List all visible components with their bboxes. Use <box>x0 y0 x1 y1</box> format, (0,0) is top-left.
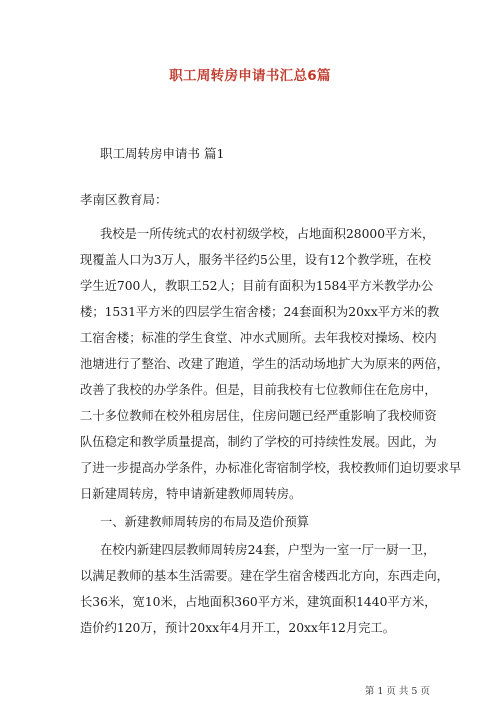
paragraph-line: 二十多位教师在校外租房居住，住房问题已经严重影响了我校师资 <box>80 409 437 423</box>
paragraph-line: 长36米，宽10米，占地面积360平方米，建筑面积1440平方米， <box>80 595 437 609</box>
paragraph-line: 我校是一所传统式的农村初级学校，占地面积28000平方米， <box>100 227 435 241</box>
document-title: 职工周转房申请书汇总6篇 <box>169 68 331 84</box>
section-heading: 一、新建教师周转房的布局及造价预算 <box>100 515 310 529</box>
document-subtitle: 职工周转房申请书 篇1 <box>100 146 225 161</box>
paragraph-line: 学生近700人，教职工52人；目前有面积为1584平方米教学办公 <box>80 279 434 293</box>
paragraph-line: 在校内新建四层教师周转房24套，户型为一室一厅一厨一卫， <box>100 543 436 557</box>
salutation: 孝南区教育局： <box>80 192 168 207</box>
paragraph-line: 以满足教师的基本生活需要。建在学生宿舍楼西北方向，东西走向， <box>80 569 449 583</box>
paragraph-line: 池塘进行了整治、改建了跑道，学生的活动场地扩大为原来的两倍， <box>80 357 449 371</box>
paragraph-line: 现覆盖人口为3万人，服务半径约5公里，设有12个教学班，在校 <box>80 253 432 267</box>
paragraph-line: 日新建周转房，特申请新建教师周转房。 <box>80 487 302 501</box>
paragraph-line: 了进一步提高办学条件，办标准化寄宿制学校，我校教师们迫切要求早 <box>80 461 462 475</box>
paragraph-line: 造价约120万，预计20xx年4月开工，20xx年12月完工。 <box>80 621 396 635</box>
paragraph-line: 楼；1531平方米的四层学生宿舍楼；24套面积为20xx平方米的教 <box>80 305 440 319</box>
paragraph-line: 工宿舍楼；标准的学生食堂、冲水式厕所。去年我校对操场、校内 <box>80 331 437 345</box>
paragraph-line: 改善了我校的办学条件。但是，目前我校有七位教师住在危房中， <box>80 383 437 397</box>
paragraph-line: 队伍稳定和教学质量提高，制约了学校的可持续性发展。因此，为 <box>80 435 437 449</box>
page-footer: 第 1 页 共 5 页 <box>364 686 430 697</box>
